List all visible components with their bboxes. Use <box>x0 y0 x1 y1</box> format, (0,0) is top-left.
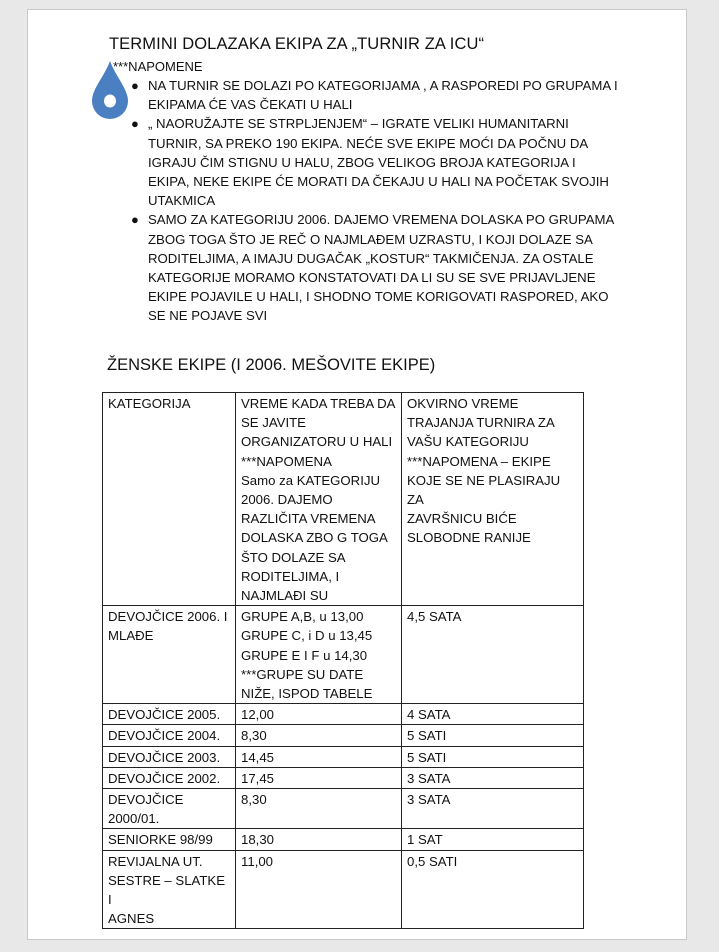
category-cell <box>103 850 236 929</box>
cell-text: MLAĐE <box>108 628 154 644</box>
category-cell <box>103 767 236 788</box>
cell-text: SENIORKE 98/99 <box>108 832 213 848</box>
cell-text: NAJMLAĐI SU <box>241 588 329 604</box>
arrival-time-cell <box>236 829 402 850</box>
cell-text: REVIJALNA UT. <box>108 853 203 869</box>
list-item <box>131 114 618 210</box>
cell-text: GRUPE A,B, u 13,00 <box>241 609 364 625</box>
section-title: ŽENSKE EKIPE (I 2006. MEŠOVITE EKIPE) <box>107 356 436 374</box>
list-item <box>131 210 618 325</box>
duration-cell <box>402 746 584 767</box>
cell-text: 1 SAT <box>407 832 443 848</box>
cell-text: 11,00 <box>241 853 274 869</box>
category-cell <box>103 704 236 725</box>
table-row <box>103 746 584 767</box>
schedule-table <box>102 392 584 929</box>
cell-text: DEVOJČICE <box>108 792 184 808</box>
duration-cell <box>402 704 584 725</box>
table-header-row <box>103 393 584 606</box>
table-row <box>103 704 584 725</box>
duration-cell <box>402 767 584 788</box>
cell-text: KOJE SE NE PLASIRAJU ZA <box>407 472 561 508</box>
category-cell <box>103 393 236 606</box>
duration-cell <box>402 829 584 850</box>
table-row <box>103 767 584 788</box>
duration-cell <box>402 725 584 746</box>
table-row <box>103 606 584 704</box>
cell-text: ***NAPOMENA – EKIPE <box>407 453 551 469</box>
cell-text: AGNES <box>108 911 155 927</box>
list-item <box>131 76 618 114</box>
arrival-time-cell <box>236 606 402 704</box>
table-row <box>103 829 584 850</box>
bullet-list <box>131 76 618 326</box>
bullet-text: „ NAORUŽAJTE SE STRPLJENJEM“ – IGRATE VELIKI HUMANITARNI TURNIR, SA PREKO 190 EKIPA. NEĆE SVE EKIPE MOĆI DA POČNU DA IGRAJU ČIM STIGNU U HALU, ZBOG VELIKOG BROJA KATEGORIJA I EKIPA, NEKE EKIPE ĆE MORATI DA ČEKAJU U HALI NA POČETAK SVOJIH UTAKMICA <box>148 116 609 209</box>
duration-cell <box>402 850 584 929</box>
cell-text: VREME KADA TREBA DA <box>241 396 396 411</box>
cell-text: DEVOJČICE 2002. <box>108 770 221 786</box>
cell-text: 3 SATA <box>407 792 451 808</box>
cell-text: 14,45 <box>241 749 275 765</box>
arrival-time-cell <box>236 789 402 829</box>
cell-text: ***GRUPE SU DATE <box>241 666 364 682</box>
bullet-text: SAMO ZA KATEGORIJU 2006. DAJEMO VREMENA DOLASKA PO GRUPAMA ZBOG TOGA ŠTO JE REČ O NAJMLAĐEM UZRASTU, I KOJI DOLAZE SA RODITELJIMA, A IMAJU DUGAČAK „KOSTUR“ TAKMIČENJA. ZA OSTALE KATEGORIJE MORAMO KONSTATOVATI DA LI SU SE SVE PRIJAVLJENE EKIPE POJAVILE U HALI, I SHODNO TOME KORIGOVATI RASPORED, AKO SE NE POJAVE SVI <box>148 212 614 324</box>
cell-text: KATEGORIJA <box>108 396 191 411</box>
cell-text: 8,30 <box>241 728 267 744</box>
document-page <box>27 9 687 940</box>
cell-text: DOLASKA ZBO G TOGA <box>241 530 388 546</box>
arrival-time-cell <box>236 704 402 725</box>
category-cell <box>103 725 236 746</box>
arrival-time-cell <box>236 725 402 746</box>
cell-text: SE JAVITE <box>241 415 306 431</box>
document-title: TERMINI DOLAZAKA EKIPA ZA „TURNIR ZA ICU“ <box>109 35 485 53</box>
cell-text: SESTRE – SLATKE I <box>108 872 226 908</box>
cell-text: ŠTO DOLAZE SA <box>241 549 346 565</box>
cell-text: 3 SATA <box>407 770 451 786</box>
bullet-icon: ● <box>131 116 139 132</box>
cell-text: 12,00 <box>241 707 275 723</box>
cell-text: ***NAPOMENA <box>241 453 332 469</box>
cell-text: GRUPE E I F u 14,30 <box>241 647 368 663</box>
cell-text: 4 SATA <box>407 707 451 723</box>
category-cell <box>103 789 236 829</box>
arrival-time-cell <box>236 767 402 788</box>
cell-text: DEVOJČICE 2005. <box>108 707 221 723</box>
cell-text: 0,5 SATI <box>407 853 458 869</box>
arrival-time-cell <box>236 746 402 767</box>
cell-text: OKVIRNO VREME <box>407 396 519 411</box>
table-row <box>103 850 584 929</box>
cell-text: VAŠU KATEGORIJU <box>407 434 529 450</box>
bullet-text: NA TURNIR SE DOLAZI PO KATEGORIJAMA , A RASPOREDI PO GRUPAMA I EKIPAMA ĆE VAS ČEKATI U HALI <box>148 78 618 113</box>
cell-text: DEVOJČICE 2004. <box>108 728 221 744</box>
cell-text: ORGANIZATORU U HALI <box>241 434 393 450</box>
arrival-time-cell <box>236 850 402 929</box>
cell-text: 2006. DAJEMO <box>241 492 333 508</box>
cell-text: ZAVRŠNICU BIĆE <box>407 511 517 527</box>
duration-cell <box>402 606 584 704</box>
table-row <box>103 725 584 746</box>
cell-text: 18,30 <box>241 832 275 848</box>
cell-text: TRAJANJA TURNIRA ZA <box>407 415 555 431</box>
cell-text: DEVOJČICE 2003. <box>108 749 221 765</box>
cell-text: 8,30 <box>241 792 267 808</box>
cell-text: RAZLIČITA VREMENA <box>241 511 376 527</box>
bullet-icon: ● <box>131 78 139 93</box>
cell-text: RODITELJIMA, I <box>241 568 340 584</box>
category-cell <box>103 606 236 704</box>
cell-text: NIŽE, ISPOD TABELE <box>241 686 373 702</box>
duration-cell <box>402 393 584 606</box>
arrival-time-cell <box>236 393 402 606</box>
cell-text: 17,45 <box>241 770 275 786</box>
bullet-icon: ● <box>131 212 139 228</box>
cell-text: Samo za KATEGORIJU <box>241 472 380 488</box>
cell-text: GRUPE C, i D u 13,45 <box>241 628 373 644</box>
cell-text: DEVOJČICE 2006. I <box>108 609 228 625</box>
cell-text: 5 SATI <box>407 749 447 765</box>
cell-text: SLOBODNE RANIJE <box>407 530 531 546</box>
notes-label: ***NAPOMENE <box>113 59 203 74</box>
category-cell <box>103 829 236 850</box>
cell-text: 5 SATI <box>407 728 447 744</box>
category-cell <box>103 746 236 767</box>
cell-text: 2000/01. <box>108 811 160 827</box>
cell-text: 4,5 SATA <box>407 609 462 625</box>
table-row <box>103 789 584 829</box>
duration-cell <box>402 789 584 829</box>
